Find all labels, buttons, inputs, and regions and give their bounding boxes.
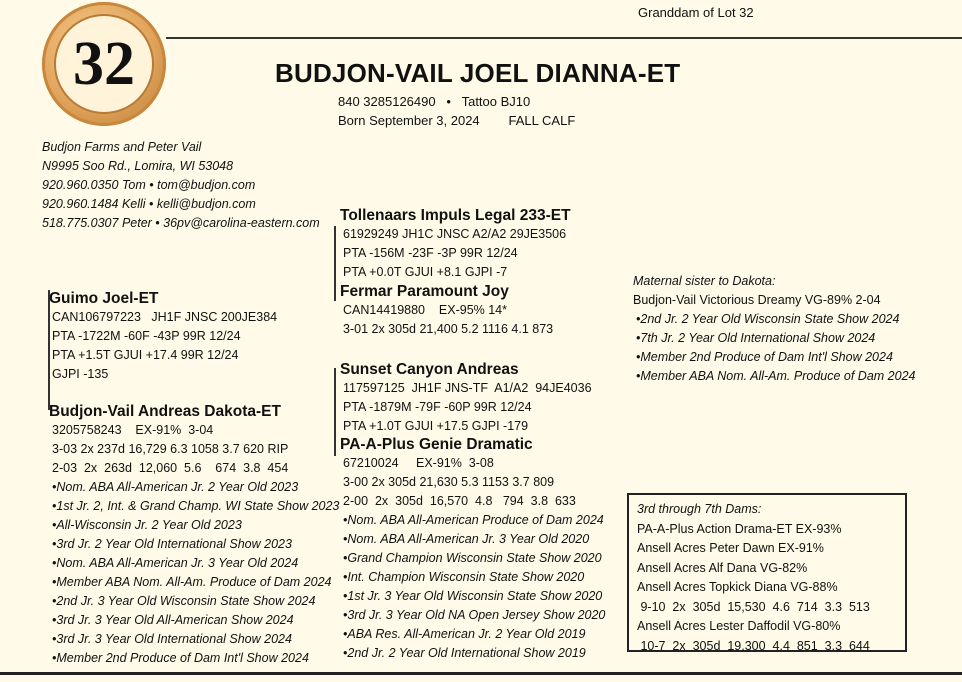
owner-line: 518.775.0307 Peter • 36pv@carolina-eastern.com <box>42 216 320 230</box>
dam-dam-honor: •Nom. ABA All-American Jr. 3 Year Old 2020 <box>343 532 590 546</box>
sire-sire-name: Tollenaars Impuls Legal 233-ET <box>340 207 571 224</box>
animal-born-line: Born September 3, 2024 FALL CALF <box>338 113 576 128</box>
top-label: Granddam of Lot 32 <box>638 5 754 20</box>
owner-line: 920.960.1484 Kelli • kelli@budjon.com <box>42 197 256 211</box>
dam-honor: •3rd Jr. 2 Year Old International Show 2023 <box>52 537 292 551</box>
maternal-sister-honor: •7th Jr. 2 Year Old International Show 2024 <box>636 331 876 345</box>
dam-sire-name: Sunset Canyon Andreas <box>340 361 519 378</box>
dam-sire-line: PTA +1.0T GJUI +17.5 GJPI -179 <box>343 419 529 433</box>
sire-line: PTA +1.5T GJUI +17.4 99R 12/24 <box>52 348 239 362</box>
sire-dam-line: CAN14419880 EX-95% 14* <box>343 303 507 317</box>
dam-honor: •3rd Jr. 3 Year Old International Show 2024 <box>52 632 292 646</box>
dam-line: 2-03 2x 263d 12,060 5.6 674 3.8 454 <box>52 461 289 475</box>
dam-dam-honor: •Int. Champion Wisconsin State Show 2020 <box>343 570 585 584</box>
owner-line: 920.960.0350 Tom • tom@budjon.com <box>42 178 256 192</box>
dam-dam-name: PA-A-Plus Genie Dramatic <box>340 436 533 453</box>
dam-honor: •2nd Jr. 3 Year Old Wisconsin State Show 2024 <box>52 594 316 608</box>
dam-name: Budjon-Vail Andreas Dakota-ET <box>49 403 281 420</box>
dam-dam-honor: •2nd Jr. 2 Year Old International Show 2019 <box>343 646 586 660</box>
dam-honor: •All-Wisconsin Jr. 2 Year Old 2023 <box>52 518 242 532</box>
maternal-sister-honor: •Member ABA Nom. All-Am. Produce of Dam 2024 <box>636 369 916 383</box>
dam-honor: •Nom. ABA All-American Jr. 3 Year Old 2024 <box>52 556 299 570</box>
ancestral-dam-line: PA-A-Plus Action Drama-ET EX-93% <box>637 521 842 536</box>
lot-number-badge <box>42 2 166 126</box>
dam-honor: •Member ABA Nom. All-Am. Produce of Dam 2024 <box>52 575 332 589</box>
maternal-sister-heading: Maternal sister to Dakota: <box>633 274 776 288</box>
lot-number-medallion <box>54 14 154 114</box>
ancestral-dam-line: 10-7 2x 305d 19,300 4.4 851 3.3 644 <box>637 638 870 653</box>
sire-dam-block <box>340 283 553 339</box>
dam-dam-honor: •Grand Champion Wisconsin State Show 2020 <box>343 551 602 565</box>
header-rule <box>166 37 962 39</box>
maternal-sister-block <box>633 272 915 386</box>
sire-name: Guimo Joel-ET <box>49 290 159 307</box>
dam-dam-honor: •ABA Res. All-American Jr. 2 Year Old 2019 <box>343 627 586 641</box>
dam-dam-honor: •Nom. ABA All-American Produce of Dam 2024 <box>343 513 604 527</box>
ancestral-dams-heading: 3rd through 7th Dams: <box>637 502 762 516</box>
dam-honor: •Member 2nd Produce of Dam Int'l Show 2024 <box>52 651 309 665</box>
owner-line: N9995 Soo Rd., Lomira, WI 53048 <box>42 159 234 173</box>
dam-sire-line: 117597125 JH1F JNS-TF A1/A2 94JE4036 <box>343 381 592 395</box>
dam-honor: •1st Jr. 2, Int. & Grand Champ. WI State Show 2023 <box>52 499 340 513</box>
ancestral-dam-line: Ansell Acres Topkick Diana VG-88% <box>637 580 838 594</box>
maternal-sister-name: Budjon-Vail Victorious Dreamy VG-89% 2-04 <box>633 293 881 307</box>
sire-sire-line: PTA +0.0T GJUI +8.1 GJPI -7 <box>343 265 508 279</box>
owner-line: Budjon Farms and Peter Vail <box>42 140 202 154</box>
dam-honor: •Nom. ABA All-American Jr. 2 Year Old 2023 <box>52 480 299 494</box>
dam-honor: •3rd Jr. 3 Year Old All-American Show 2024 <box>52 613 294 627</box>
sire-sire-line: PTA -156M -23F -3P 99R 12/24 <box>343 246 518 260</box>
sire-line: PTA -1722M -60F -43P 99R 12/24 <box>52 329 241 343</box>
maternal-sister-honor: •Member 2nd Produce of Dam Int'l Show 2024 <box>636 350 893 364</box>
dam-dam-line: 2-00 2x 305d 16,570 4.8 794 3.8 633 <box>343 494 576 508</box>
dam-sire-block <box>340 361 592 436</box>
sire-line: CAN106797223 JH1F JNSC 200JE384 <box>52 310 278 324</box>
animal-name: BUDJON-VAIL JOEL DIANNA-ET <box>275 58 681 88</box>
sire-dam-line: 3-01 2x 305d 21,400 5.2 1116 4.1 873 <box>343 322 554 336</box>
ancestral-dam-line: 9-10 2x 305d 15,530 4.6 714 3.3 513 <box>637 599 870 614</box>
ancestral-dams-box <box>627 493 907 652</box>
ancestral-dam-line: Ansell Acres Peter Dawn EX-91% <box>637 541 824 555</box>
dam-line: 3205758243 EX-91% 3-04 <box>52 423 214 437</box>
ancestral-dam-line: Ansell Acres Alf Dana VG-82% <box>637 560 808 575</box>
ancestral-dam-line: Ansell Acres Lester Daffodil VG-80% <box>637 619 841 633</box>
dam-line: 3-03 2x 237d 16,729 6.3 1058 3.7 620 RIP <box>52 442 289 456</box>
owner-block <box>42 138 320 233</box>
sire-sire-block <box>340 207 571 282</box>
sire-line: GJPI -135 <box>52 367 109 381</box>
footer-rule <box>0 672 962 675</box>
animal-id-line: 840 3285126490 • Tattoo BJ10 <box>338 94 531 109</box>
maternal-sister-honor: •2nd Jr. 2 Year Old Wisconsin State Show 2024 <box>636 312 900 326</box>
dam-dam-line: 3-00 2x 305d 21,630 5.3 1153 3.7 809 <box>343 475 555 489</box>
dam-dam-honor: •1st Jr. 3 Year Old Wisconsin State Show 2020 <box>343 589 603 603</box>
dam-dam-line: 67210024 EX-91% 3-08 <box>343 456 494 470</box>
dam-block <box>49 403 339 668</box>
dam-dam-honor: •3rd Jr. 3 Year Old NA Open Jersey Show 2020 <box>343 608 606 622</box>
dam-sire-line: PTA -1879M -79F -60P 99R 12/24 <box>343 400 532 414</box>
lot-number: 32 <box>73 30 135 98</box>
dam-dam-block <box>340 436 605 663</box>
sire-sire-line: 61929249 JH1C JNSC A2/A2 29JE3506 <box>343 227 567 241</box>
sire-dam-name: Fermar Paramount Joy <box>340 283 509 300</box>
sire-block <box>49 290 277 384</box>
pedigree-line <box>334 226 336 301</box>
